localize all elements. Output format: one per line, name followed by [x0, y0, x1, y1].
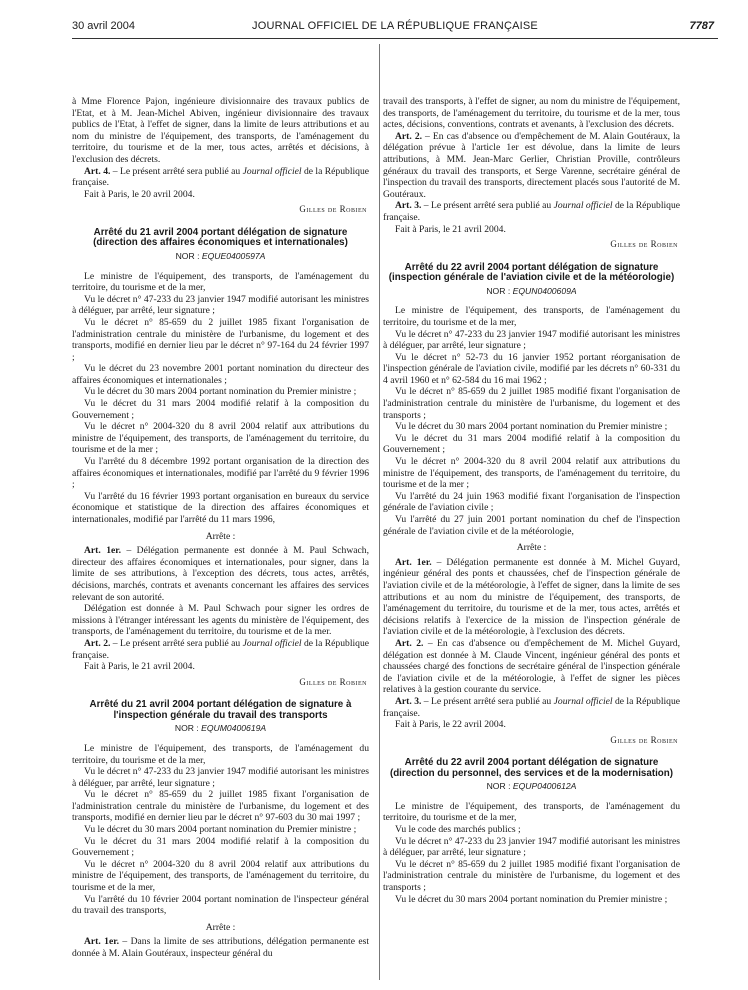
paragraph: Le ministre de l'équipement, des transports, de l'aménagement du territoire, du tourisme et de la mer, [383, 305, 680, 328]
arrete-label: Arrête : [516, 542, 547, 554]
paragraph: Vu le décret du 30 mars 2004 portant nomination du Premier ministre ; [84, 386, 357, 398]
article-label: Art. 4. [84, 165, 111, 177]
paragraph: Vu le décret n° 52-73 du 16 janvier 1952 portant réorganisation de l'inspection générale de l'aviation civile, modifié par les décrets n° 60-331 du 4 avril 1960 et n° 62-584 du 16 mai 1962 ; [383, 351, 680, 386]
signature: Gilles de Robien [299, 204, 367, 215]
page-header [72, 20, 718, 34]
paragraph: Le ministre de l'équipement, des transports, de l'aménagement du territoire, du tourisme et de la mer, [72, 270, 369, 294]
paragraph: Vu le décret n° 85-659 du 2 juillet 1985 modifié fixant l'organisation de l'administration centrale du ministère de l'urbanisme, du logement et des transports ; [383, 386, 680, 421]
paragraph: Vu le décret n° 85-659 du 2 juillet 1985 fixant l'organisation de l'administration centrale du ministère de l'urbanisme, du logement et des transports, modifié en dernier lieu par le décret n° 97-164 du 24 février 1997 ; [72, 316, 369, 363]
article-1: Art. 1er. – Délégation permanente est donnée à M. Paul Schwach, directeur des affaires économiques et internationales, pour signer, dans la limite de ses attributions, à l'exception des décrets, tous actes, arrêtés, décisions, marchés, contrats et avenants concernant les affaires des services relevant de son autorité. [72, 545, 369, 603]
decree-title: Arrêté du 21 avril 2004 portant délégation de signature à l'inspection générale du travail des transports [89, 699, 352, 721]
paragraph: Le ministre de l'équipement, des transports, de l'aménagement du territoire, du tourisme et de la mer, [72, 742, 369, 766]
paragraph: Vu le décret du 30 mars 2004 portant nomination du Premier ministre ; [395, 893, 668, 905]
nor-reference: NOR : EQUM0400619A [174, 723, 267, 734]
paragraph: Vu le décret n° 85-659 du 2 juillet 1985 fixant l'organisation de l'administration centrale du ministère de l'urbanisme, du logement et des transports, modifié en dernier lieu par le décret n° 97-603 du 30 mai 1997 ; [72, 789, 369, 824]
paragraph: Vu le décret du 23 novembre 2001 portant nomination du directeur des affaires économiques et internationales ; [72, 363, 369, 386]
left-column [72, 96, 369, 960]
date-line: Fait à Paris, le 20 avril 2004. [84, 188, 195, 200]
paragraph: Vu le décret n° 85-659 du 2 juillet 1985 modifié fixant l'organisation de l'administration centrale du ministère de l'urbanisme, du logement et des transports ; [383, 858, 680, 894]
article-4: Art. 4. – Le présent arrêté sera publié au Journal officiel de la République française. [72, 165, 369, 189]
decree-title: Arrêté du 21 avril 2004 portant délégation de signature (direction des affaires économiques et internationales) [93, 226, 348, 249]
header-rule [72, 38, 718, 39]
paragraph: Vu le décret n° 47-233 du 23 janvier 1947 modifié autorisant les ministres à déléguer, par arrêté, leur signature ; [383, 835, 680, 859]
signature: Gilles de Robien [610, 239, 678, 250]
paragraph: Le ministre de l'équipement, des transports, de l'aménagement du territoire, du tourisme et de la mer, [383, 800, 680, 824]
paragraph: Vu l'arrêté du 8 décembre 1992 portant organisation de la direction des affaires économiques et internationales, modifié par l'arrêté du 9 février 1996 ; [72, 456, 369, 491]
paragraph: Vu le décret n° 47-233 du 23 janvier 1947 modifié autorisant les ministres à déléguer, par arrêté, leur signature ; [383, 328, 680, 352]
arrete-label: Arrête : [205, 530, 236, 542]
header-title: JOURNAL OFFICIEL DE LA RÉPUBLIQUE FRANÇAISE [252, 20, 538, 32]
paragraph: Vu l'arrêté du 10 février 2004 portant nomination de l'inspecteur général du travail des transports, [72, 893, 369, 917]
right-column [383, 96, 680, 905]
article-2: Art. 2. – En cas d'absence ou d'empêchement de M. Alain Goutéraux, la délégation prévue à l'article 1er est dévolue, dans la limite de leurs attributions, à MM. Jean-Marc Gerlier, Christian Proville, contrôleurs généraux du travail des transports, et Serge Varenne, secrétaire général de l'inspection du travail des transports, directement placés sous l'autorité de M. Goutéraux. [383, 130, 680, 200]
paragraph: Vu le décret n° 2004-320 du 8 avril 2004 relatif aux attributions du ministre de l'équipement, des transports, de l'aménagement du territoire, du tourisme et de la mer, [72, 858, 369, 894]
article-2: Art. 2. – Le présent arrêté sera publié au Journal officiel de la République française. [72, 637, 369, 661]
paragraph: Vu le décret du 30 mars 2004 portant nomination du Premier ministre ; [84, 824, 357, 836]
paragraph: Vu le décret n° 2004-320 du 8 avril 2004 relatif aux attributions du ministre de l'équipement, des transports, de l'aménagement du territoire, du tourisme et de la mer ; [383, 456, 680, 491]
paragraph: Vu le décret du 31 mars 2004 modifié relatif à la composition du Gouvernement ; [383, 432, 680, 456]
column-divider [379, 44, 380, 980]
paragraph: Délégation est donnée à M. Paul Schwach pour signer les ordres de missions à l'étranger intéressant les agents du ministère de l'équipement, des transports, de l'aménagement du territoire, du tourisme et de la mer. [72, 603, 369, 638]
paragraph: Vu le décret n° 47-233 du 23 janvier 1947 modifié autorisant les ministres à déléguer, par arrêté, leur signature ; [72, 293, 369, 317]
article-3: Art. 3. – Le présent arrêté sera publié au Journal officiel de la République française. [383, 200, 680, 223]
page-number: 7787 [689, 20, 714, 32]
date-line: Fait à Paris, le 21 avril 2004. [84, 661, 195, 673]
paragraph: Vu le décret du 31 mars 2004 modifié relatif à la composition du Gouvernement ; [72, 398, 369, 421]
signature: Gilles de Robien [299, 676, 367, 687]
paragraph: Vu le décret n° 47-233 du 23 janvier 1947 modifié autorisant les ministres à déléguer, par arrêté, leur signature ; [72, 766, 369, 789]
article-1: Art. 1er. – Dans la limite de ses attributions, délégation permanente est donnée à M. Alain Goutéraux, inspecteur général du [72, 936, 370, 959]
paragraph: Vu le décret du 30 mars 2004 portant nomination du Premier ministre ; [395, 421, 668, 433]
nor-reference: NOR : EQUN0400609A [486, 285, 577, 296]
decree-title: Arrêté du 22 avril 2004 portant délégation de signature (direction du personnel, des services et de la modernisation) [389, 757, 674, 779]
decree-title: Arrêté du 22 avril 2004 portant délégation de signature (inspection générale de l'aviation civile et de la météorologie) [388, 261, 675, 284]
signature: Gilles de Robien [610, 734, 678, 745]
paragraph: Vu le décret du 31 mars 2004 modifié relatif à la composition du Gouvernement ; [72, 835, 369, 859]
header-date: 30 avril 2004 [72, 20, 135, 32]
carry-paragraph: travail des transports, à l'effet de signer, au nom du ministre de l'équipement, des transports, de l'aménagement du territoire, du tourisme et de la mer, tous actes, décisions, conventions, contrats et avenants, à l'exclusion des décrets. [383, 96, 680, 131]
article-1: Art. 1er. – Délégation permanente est donnée à M. Michel Guyard, ingénieur général des ponts et chaussées, chef de l'inspection générale de l'aviation civile et de la météorologie, à l'effet de signer, dans la limite de ses attributions et au nom du ministre de l'équipement, des transports, de l'aménagement du territoire, du tourisme et de la mer, tous actes, arrêtés et décisions relatifs à l'exercice de la mission de l'inspection générale de l'aviation civile et de la météorologie, à l'exclusion des décrets. [383, 556, 680, 638]
paragraph: Vu le décret n° 2004-320 du 8 avril 2004 relatif aux attributions du ministre de l'équipement, des transports, de l'aménagement du territoire, du tourisme et de la mer ; [72, 421, 369, 456]
date-line: Fait à Paris, le 21 avril 2004. [395, 223, 506, 235]
arrete-label: Arrête : [205, 921, 236, 933]
paragraph: Vu l'arrêté du 24 juin 1963 modifié fixant l'organisation de l'inspection générale de l'aviation civile ; [383, 490, 680, 514]
carry-paragraph: à Mme Florence Pajon, ingénieure divisionnaire des travaux publics de l'Etat, et à M. Jean-Michel Abiven, ingénieur divisionnaire des travaux publics de l'Etat, à l'effet de signer, dans la limite de leurs attributions et au nom du ministre de l'équipement, des transports, de l'aménagement du territoire, du tourisme et de la mer, tous actes, arrêtés et décisions, à l'exclusion des décrets. [72, 96, 369, 165]
journal-officiel: Journal officiel [242, 165, 302, 177]
paragraph: Vu l'arrêté du 27 juin 2001 portant nomination du chef de l'inspection générale de l'aviation civile et de la météorologie, [383, 514, 680, 537]
date-line: Fait à Paris, le 22 avril 2004. [395, 719, 506, 731]
article-3: Art. 3. – Le présent arrêté sera publié au Journal officiel de la République française. [383, 695, 680, 719]
paragraph: Vu l'arrêté du 16 février 1993 portant organisation en bureaux du service économique et statistique de la direction des affaires économiques et internationales, modifié par l'arrêté du 11 mars 1996, [72, 490, 369, 525]
paragraph: Vu le code des marchés publics ; [395, 824, 521, 836]
article-2: Art. 2. – En cas d'absence ou d'empêchement de M. Michel Guyard, délégation est donnée à M. Claude Vincent, ingénieur général des ponts et chaussées chargé des fonctions de secrétaire général de l'inspection générale de l'aviation civile et de la météorologie, à l'effet de signer les pièces relatives à la gestion courante du service. [383, 637, 680, 696]
nor-reference: NOR : EQUP0400612A [486, 781, 577, 792]
nor-reference: NOR : EQUE0400597A [175, 250, 266, 261]
